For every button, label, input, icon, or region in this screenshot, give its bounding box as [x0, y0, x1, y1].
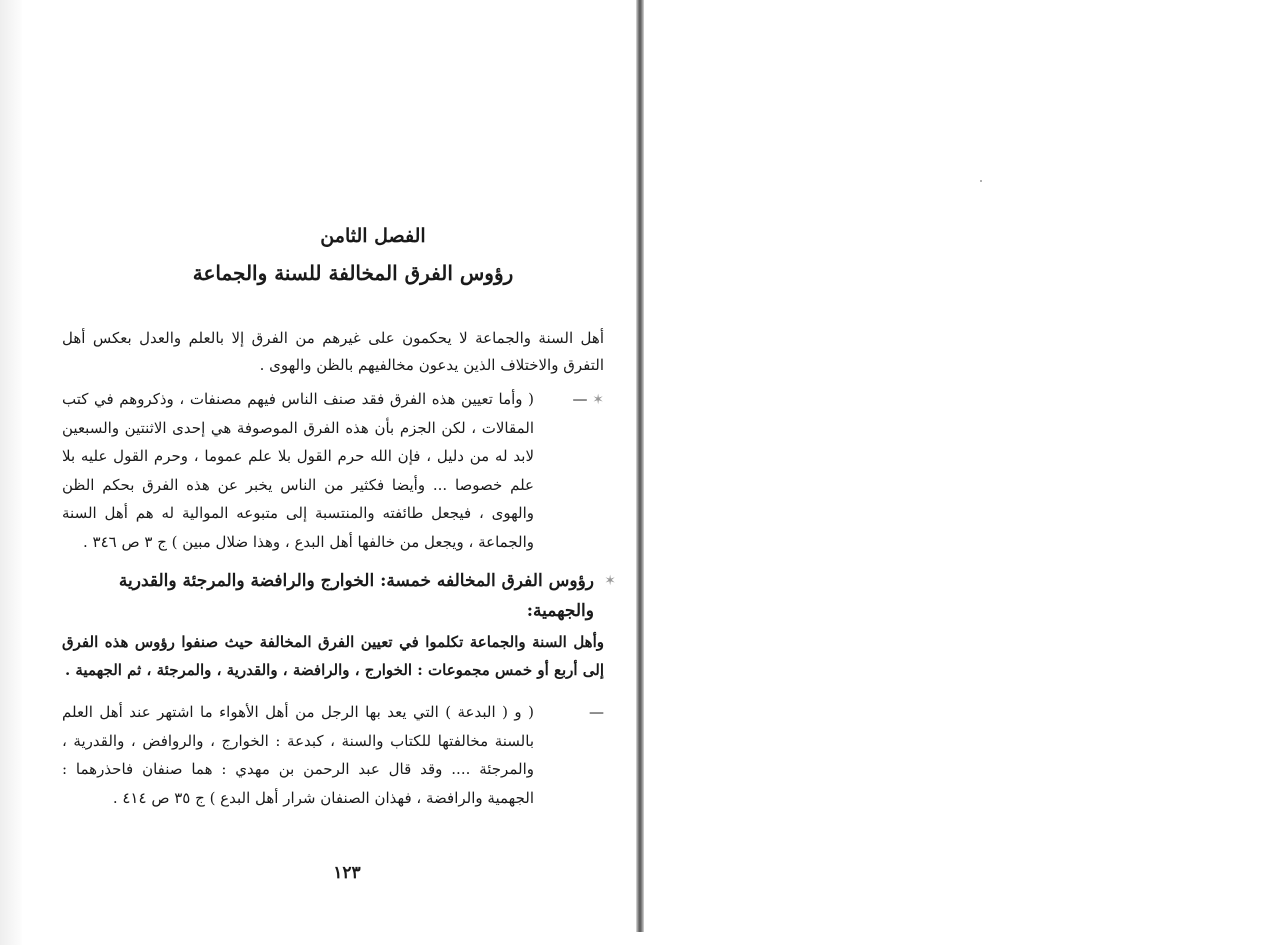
book-gutter [636, 0, 644, 932]
asterisk-icon: ✶ [592, 392, 604, 408]
page-number: ١٢٣ [333, 863, 361, 883]
note-marker [538, 385, 604, 415]
right-page-blank [644, 0, 1275, 945]
dash-marker: — [572, 390, 588, 408]
quote-note-1 [62, 385, 604, 556]
page-text [62, 225, 616, 812]
scan-speck [980, 180, 982, 182]
section-paragraph: وأهل السنة والجماعة تكلموا في تعيين الفرق المخالفة حيث صنفوا رؤوس هذه الفرق إلى أربع أو خمس مجموعات : الخوارج ، والرافضة ، والقدرية ، والمرجئة ، ثم الجهمية . [62, 633, 604, 679]
section-heading [62, 566, 616, 626]
chapter-title: رؤوس الفرق المخالفة للسنة والجماعة [192, 261, 514, 285]
intro-paragraph: أهل السنة والجماعة لا يحكمون على غيرهم من الفرق إلا بالعلم والعدل بعكس أهل التفرق والاختلاف الذين يدعون مخالفيهم بالظن والهوى . [62, 329, 604, 374]
dash-marker: — [589, 703, 604, 721]
quote-note-2 [62, 698, 604, 812]
note-marker [538, 698, 604, 727]
quote-note-1-text: ( وأما تعيين هذه الفرق فقد صنف الناس فيهم مصنفات ، وذكروهم في كتب المقالات ، لكن الجزم بأن هذه الفرق الموصوفة هي إحدى الاثنتين والسبعين لابد له من دليل ، فإن الله حرم القول بلا علم عموما ، وحرم القول عليه بلا علم خصوصا ... وأيضا فكثير من الناس يخبر عن هذه الفرق بحكم الظن والهوى ، فيجعل طائفته والمنتسبة إلى متبوعه الموالية له هم أهل السنة والجماعة ، ويجعل من خالفها أهل البدع ، وهذا ضلال مبين ) ج ٣ ص ٣٤٦ . [62, 390, 534, 551]
quote-note-2-text: ( و ( البدعة ) التي يعد بها الرجل من أهل الأهواء ما اشتهر عند أهل العلم بالسنة مخالفتها للكتاب والسنة ، كبدعة : الخوارج ، والروافض ، والقدرية ، والمرجئة .... وقد قال عبد الرحمن بن مهدي : هما صنفان فاحذرهما : الجهمية والرافضة ، فهذان الصنفان شرار أهل البدع ) ج ٣٥ ص ٤١٤ . [62, 703, 534, 807]
section-heading-text: رؤوس الفرق المخالفه خمسة: الخوارج والرافضة والمرجئة والقدرية والجهمية: [118, 571, 594, 621]
chapter-label: الفصل الثامن [320, 225, 426, 247]
asterisk-icon: ✶ [604, 573, 616, 589]
